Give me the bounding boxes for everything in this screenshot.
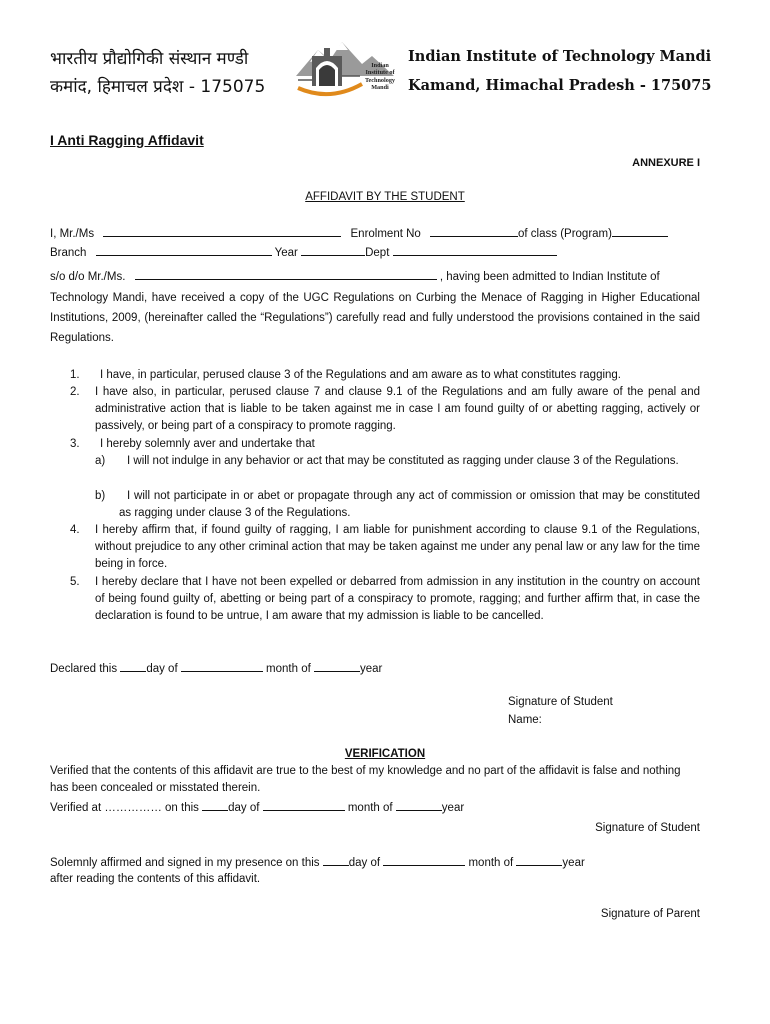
item-number: 3. [70,438,80,450]
enrolment-label: Enrolment No [350,228,421,240]
solemn-month-blank[interactable] [383,854,465,866]
item-text: I hereby declare that I have not been expelled or debarred from admission in any institution in the country on account of being found guilty of, abetting or being part of a conspiracy to promote, ragging; and further affirm that, in case the declaration is found to be untrue, I am aware that my admission is liable to be cancelled. [95,576,700,622]
sub-item-label: b) [95,490,106,502]
logo-text-line: Indian [371,62,389,69]
declared-prefix: Declared this [50,663,121,675]
item-number: 1. [70,369,80,381]
item-text: I have, in particular, perused clause 3 of the Regulations and am aware as to what constitutes ragging. [100,369,622,381]
hindi-institute-name: भारतीय प्रौद्योगिकी संस्थान मण्डी [50,49,249,69]
parent-label: s/o d/o Mr./Ms. [50,271,126,283]
solemn-day-blank[interactable] [323,854,349,866]
signature-of-student-2: Signature of Student [595,822,700,834]
name-label: I, Mr./Ms [50,228,95,240]
branch-line [50,244,557,262]
verified-at-label: Verified at …………… on this [50,802,203,814]
declared-day-blank[interactable] [120,660,146,672]
name-line [50,225,700,243]
sub-item-text: I will not indulge in any behavior or act that may be constituted as ragging under clause 3 of the Regulations. [127,455,679,467]
verified-month-blank[interactable] [263,799,345,811]
signature-of-parent: Signature of Parent [600,908,700,920]
parent-blank[interactable] [135,268,437,280]
verification-text: Verified that the contents of this affidavit are true to the best of my knowledge and no part of the affidavit is false and nothing has been concealed or misstated therein. [50,765,681,794]
declared-line [50,660,382,678]
affidavit-heading: AFFIDAVIT BY THE STUDENT [305,191,465,203]
name-blank[interactable] [103,225,341,237]
verified-month-label: month of [344,802,396,814]
solemn-month-label: month of [465,857,517,869]
branch-label: Branch [50,247,87,259]
item-text: I hereby affirm that, if found guilty of ragging, I am liable for punishment according to clause 9.1 of the Regulations, without prejudice to any other criminal action that may be taken against me under any penal law or any law for the time being in force. [95,524,700,570]
declared-year-label: year [359,663,383,675]
solemn-year-label: year [562,857,585,869]
dept-blank[interactable] [393,244,557,256]
sub-item-text: I will not participate in or abet or propagate through any act of commission or omission that may be constituted as ragging under clause 3 of the Regulations. [119,490,700,519]
english-institute-name: Indian Institute of Technology Mandi [408,48,712,65]
verified-day-blank[interactable] [202,799,228,811]
name-label-footer: Name: [508,714,542,726]
iit-mandi-logo [290,36,400,102]
verification-heading: VERIFICATION [344,748,426,760]
intro-paragraph: Technology Mandi, have received a copy of the UGC Regulations on Curbing the Menace of Ragging in Higher Educational Institutions, 2009, (hereinafter called the “Regulations”) carefully read and fully understood the provisions contained in the said Regulations. [50,292,700,344]
solemn-prefix: Solemnly affirmed and signed in my presence on this [50,857,323,869]
class-blank[interactable] [612,225,668,237]
parent-line [50,268,660,286]
logo-text-line: Mandi [371,84,389,92]
solemn-line [50,854,585,872]
declared-month-blank[interactable] [181,660,263,672]
item-number: 4. [70,524,80,536]
item-number: 2. [70,386,80,398]
sub-item-label: a) [95,455,106,467]
verified-year-label: year [441,802,465,814]
declared-day-label: day of [146,663,181,675]
item-text: I have also, in particular, perused clause 7 and clause 9.1 of the Regulations and am fully aware of the penal and administrative action that is liable to be taken against me in case I am found guilty of or abetting ragging, actively or passively, or being part of a conspiracy to promote ragging. [95,386,700,432]
branch-blank[interactable] [96,244,272,256]
solemn-year-blank[interactable] [516,854,562,866]
signature-of-student: Signature of Student [508,696,613,708]
year-blank[interactable] [301,244,365,256]
hindi-address: कमांद, हिमाचल प्रदेश - 175075 [50,77,266,97]
verified-at-line [50,799,464,817]
enrolment-blank[interactable] [430,225,518,237]
declared-month-label: month of [262,663,314,675]
verified-year-blank[interactable] [396,799,442,811]
class-label: of class (Program) [518,228,612,240]
solemn-day-label: day of [348,857,384,869]
dept-label: Dept [365,247,390,259]
item-text: I hereby solemnly aver and undertake that [100,438,315,450]
annexure-label: ANNEXURE I [632,157,700,169]
year-label: Year [274,247,298,259]
english-address: Kamand, Himachal Pradesh - 175075 [408,77,712,94]
solemn-line-2: after reading the contents of this affidavit. [50,873,261,885]
parent-suffix: , having been admitted to Indian Institute of [439,271,660,283]
item-number: 5. [70,576,80,588]
section-title: I Anti Ragging Affidavit [50,132,204,148]
verified-day-label: day of [228,802,263,814]
declared-year-blank[interactable] [314,660,360,672]
logo-text-line: Institute of [365,69,395,77]
logo-text-line: Technology [364,76,396,84]
